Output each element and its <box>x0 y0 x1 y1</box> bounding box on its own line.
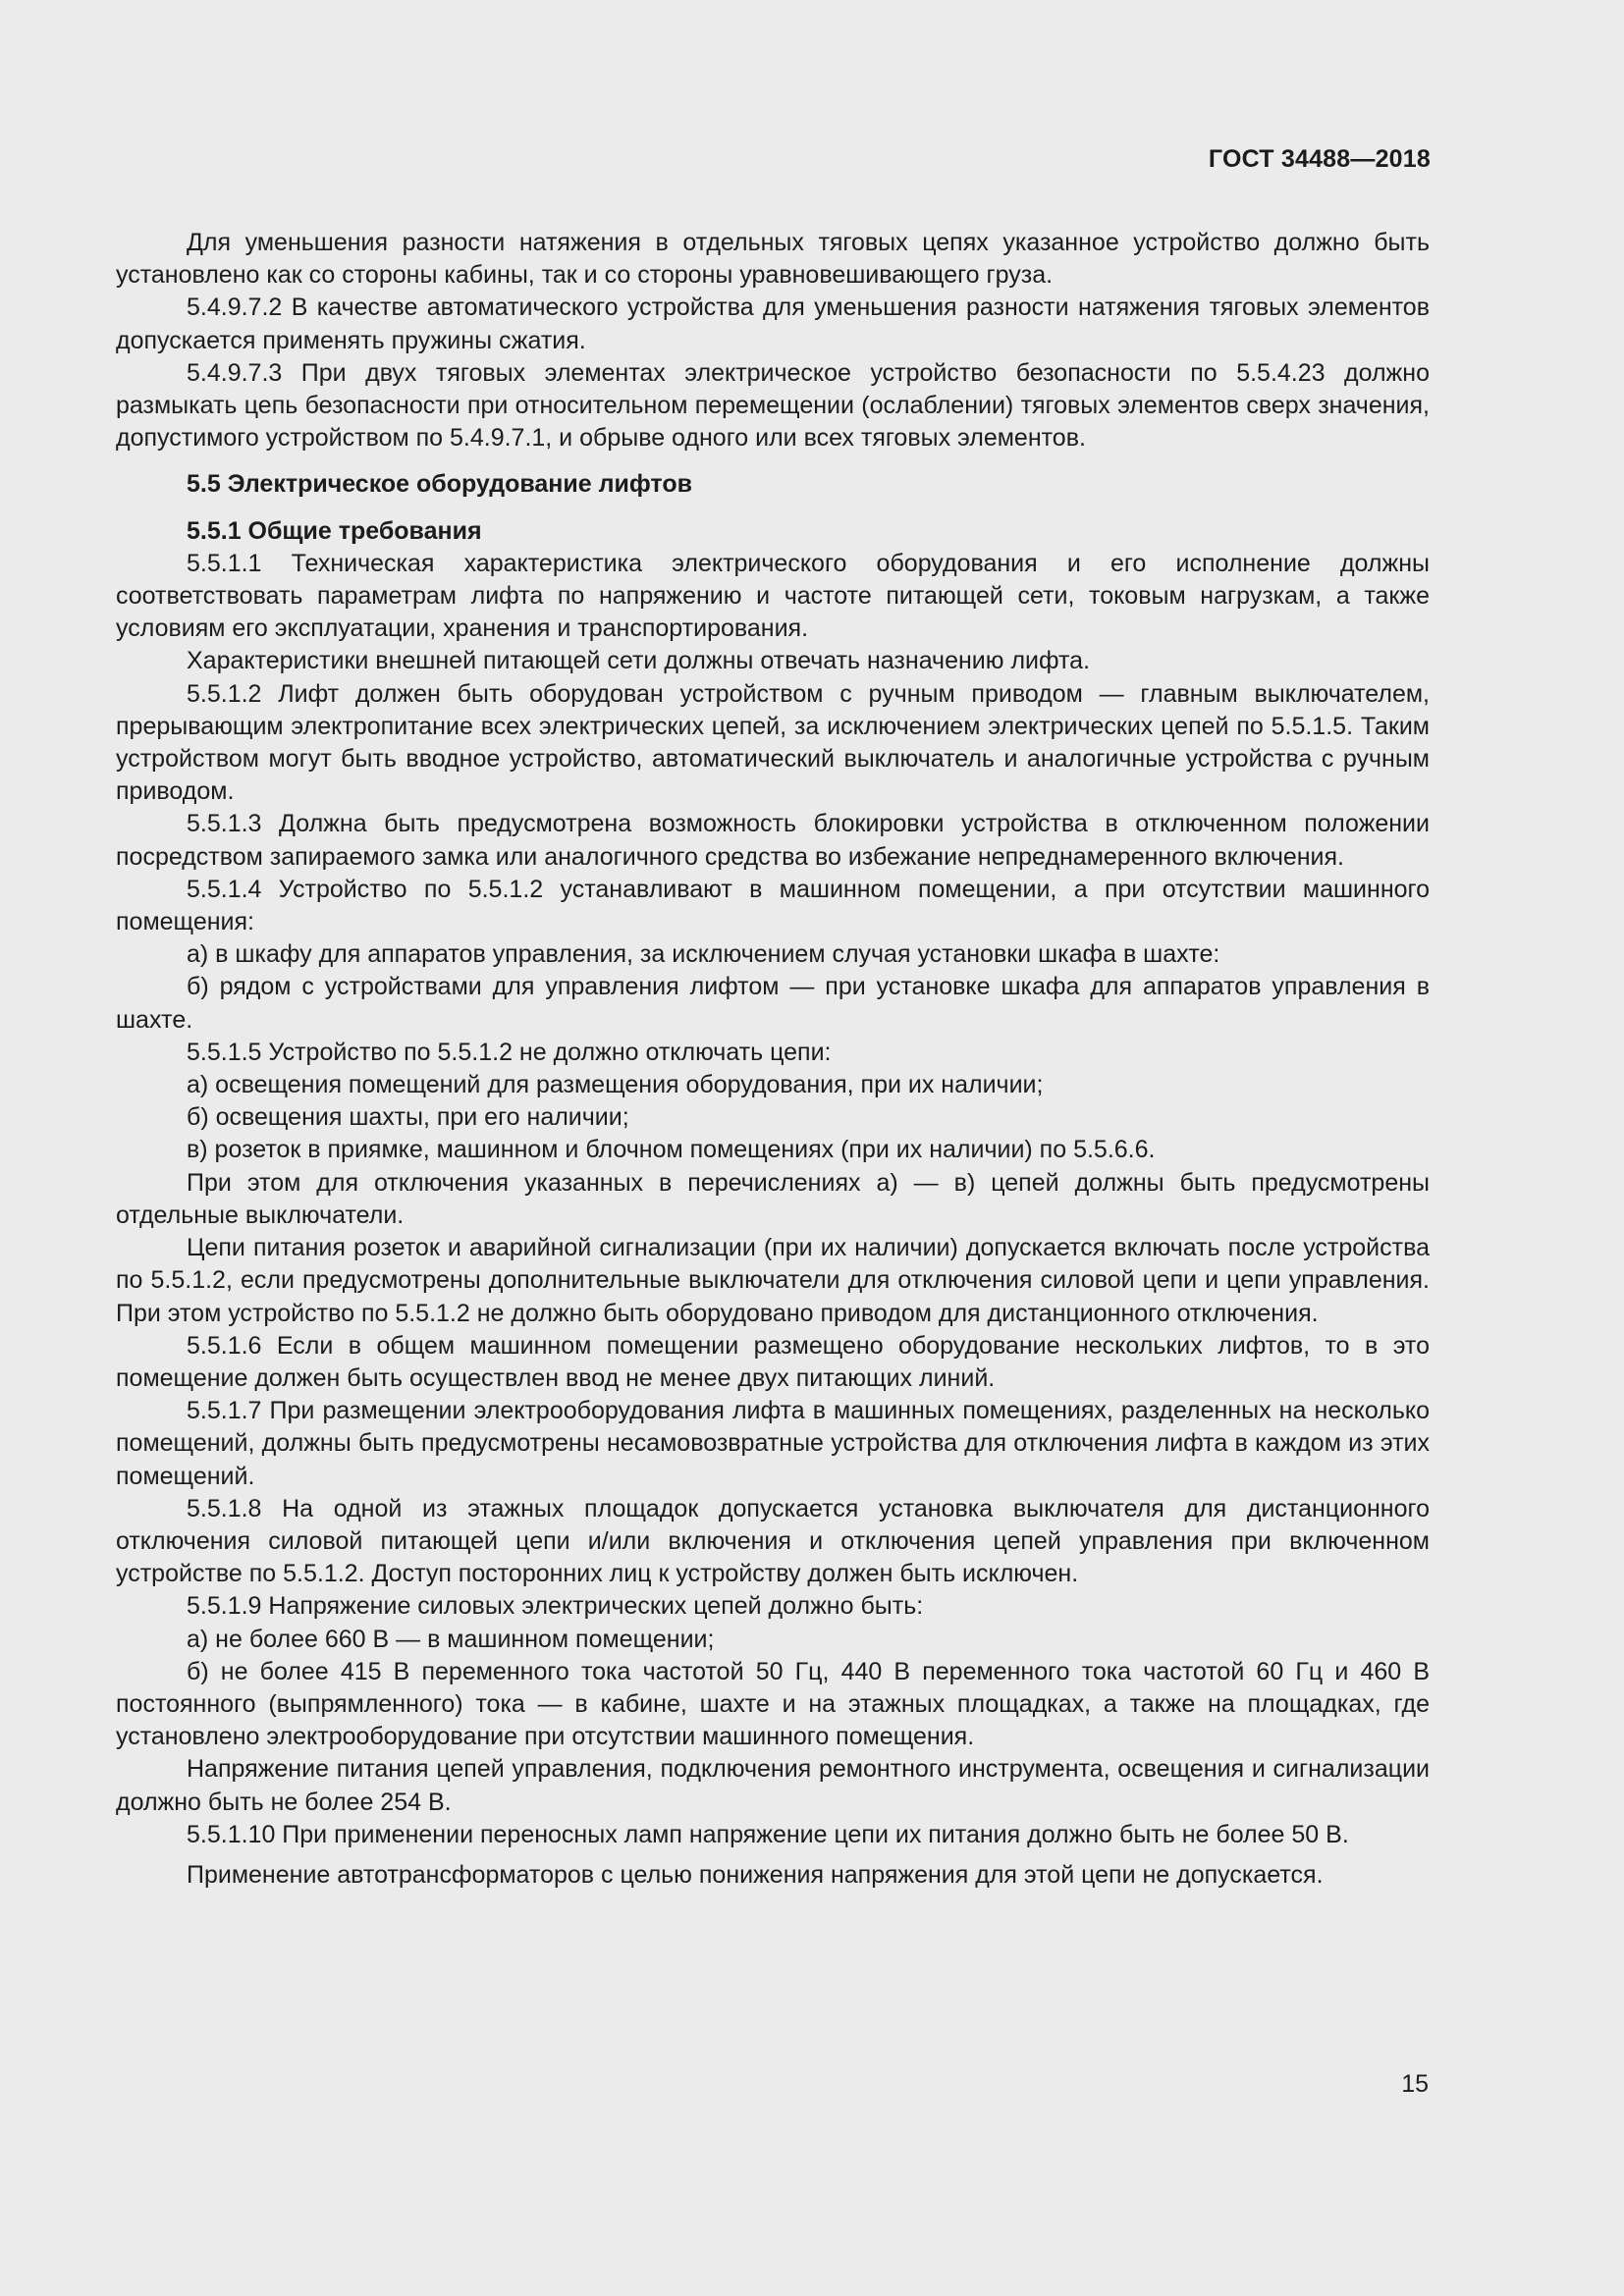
list-item: а) не более 660 В — в машинном помещении; <box>187 1625 715 1653</box>
paragraph: 5.5.1.6 Если в общем машинном помещении размещено оборудование нескольких лифтов, то в это помещение должен быть осуществлен ввод не менее двух питающих линий. <box>116 1331 1430 1392</box>
paragraph: При этом для отключения указанных в перечислениях а) — в) цепей должны быть предусмотрены отдельные выключатели. <box>116 1168 1430 1229</box>
document-body <box>116 227 1430 1892</box>
list-item: б) освещения шахты, при его наличии; <box>187 1103 629 1132</box>
paragraph: 5.5.1.5 Устройство по 5.5.1.2 не должно отключать цепи: <box>187 1038 832 1066</box>
paragraph: Применение автотрансформаторов с целью понижения напряжения для этой цепи не допускается. <box>187 1860 1324 1889</box>
section-heading: 5.5 Электрическое оборудование лифтов <box>187 470 692 499</box>
list-item: а) освещения помещений для размещения оборудования, при их наличии; <box>187 1071 1044 1099</box>
list-item: в) розеток в приямке, машинном и блочном помещениях (при их наличии) по 5.5.6.6. <box>187 1136 1156 1164</box>
paragraph: Для уменьшения разности натяжения в отдельных тяговых цепях указанное устройство должно быть установлено как со стороны кабины, так и со стороны уравновешивающего груза. <box>116 229 1430 290</box>
list-item: б) не более 415 В переменного тока частотой 50 Гц, 440 В переменного тока частотой 60 Гц и 460 В постоянного (выпрямленного) тока — в кабине, шахте и на этажных площадках, а также на площадках, где установлено электрооборудование при отсутствии машинного помещения. <box>116 1657 1430 1751</box>
paragraph: Характеристики внешней питающей сети должны отвечать назначению лифта. <box>187 647 1091 675</box>
paragraph: 5.5.1.3 Должна быть предусмотрена возможность блокировки устройства в отключенном положении посредством запираемого замка или аналогичного средства во избежание непреднамеренного включения. <box>116 810 1430 871</box>
document-code: ГОСТ 34488—2018 <box>1208 145 1431 173</box>
paragraph: 5.5.1.10 При применении переносных ламп напряжение цепи их питания должно быть не более 50 В. <box>187 1820 1349 1848</box>
page-number: 15 <box>1401 2070 1429 2098</box>
subsection-heading: 5.5.1 Общие требования <box>187 516 482 545</box>
paragraph: 5.5.1.7 При размещении электрооборудования лифта в машинных помещениях, разделенных на несколько помещений, должны быть предусмотрены несамовозвратные устройства для отключения лифта в каждом из этих помещений. <box>116 1397 1430 1490</box>
paragraph: 5.4.9.7.2 В качестве автоматического устройства для уменьшения разности натяжения тяговых элементов допускается применять пружины сжатия. <box>116 294 1430 354</box>
paragraph: Напряжение питания цепей управления, подключения ремонтного инструмента, освещения и сигнализации должно быть не более 254 В. <box>116 1755 1430 1816</box>
paragraph: 5.5.1.4 Устройство по 5.5.1.2 устанавливают в машинном помещении, а при отсутствии машинного помещения: <box>116 875 1430 936</box>
paragraph: 5.5.1.8 На одной из этажных площадок допускается установка выключателя для дистанционного отключения силовой питающей цепи и/или включения и отключения цепей управления при включенном устройстве по 5.5.1.2. Доступ посторонних лиц к устройству должен быть исключен. <box>116 1494 1430 1588</box>
list-item: б) рядом с устройствами для управления лифтом — при установке шкафа для аппаратов управления в шахте. <box>116 973 1430 1034</box>
paragraph: 5.5.1.9 Напряжение силовых электрических цепей должно быть: <box>187 1592 924 1621</box>
list-item: а) в шкафу для аппаратов управления, за исключением случая установки шкафа в шахте: <box>187 940 1220 969</box>
paragraph: 5.5.1.2 Лифт должен быть оборудован устройством с ручным приводом — главным выключателем, прерывающим электропитание всех электрических цепей, за исключением электрических цепей по 5.5.1.5. Таким устройством могут быть вводное устройство, автоматический выключатель и аналогичные устройства с ручным приводом. <box>116 679 1430 806</box>
paragraph: 5.4.9.7.3 При двух тяговых элементах электрическое устройство безопасности по 5.5.4.23 должно размыкать цепь безопасности при относительном перемещении (ослаблении) тяговых элементов сверх значения, допустимого устройством по 5.4.9.7.1, и обрыве одного или всех тяговых элементов. <box>116 358 1430 453</box>
paragraph: Цепи питания розеток и аварийной сигнализации (при их наличии) допускается включать после устройства по 5.5.1.2, если предусмотрены дополнительные выключатели для отключения силовой цепи и цепи управления. При этом устройство по 5.5.1.2 не должно быть оборудовано приводом для дистанционного отключения. <box>116 1234 1430 1327</box>
paragraph: 5.5.1.1 Техническая характеристика электрического оборудования и его исполнение должны соответствовать параметрам лифта по напряжению и частоте питающей сети, токовым нагрузкам, а также условиям его эксплуатации, хранения и транспортирования. <box>116 549 1430 643</box>
